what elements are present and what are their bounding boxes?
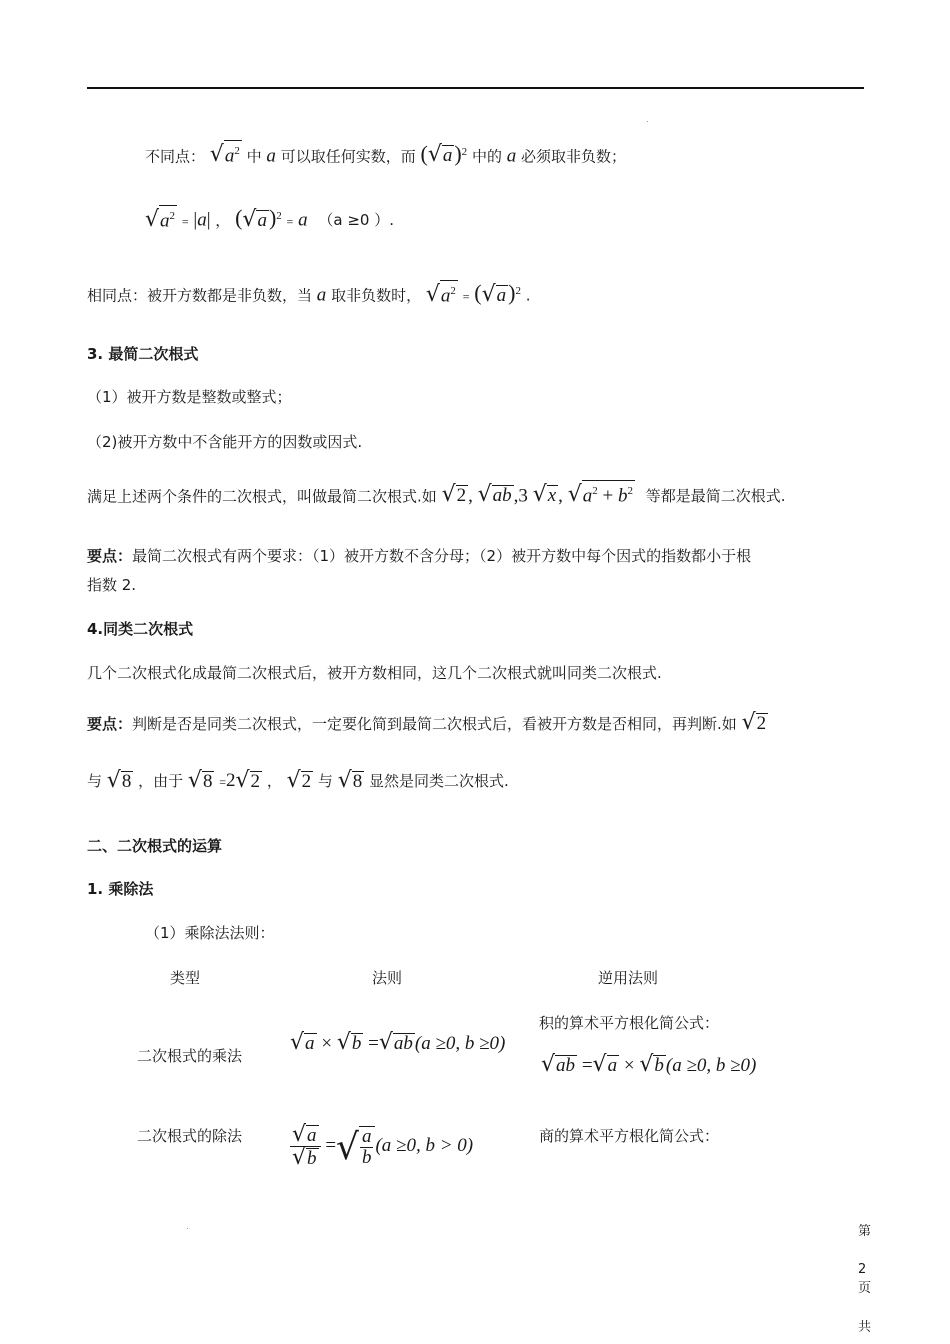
section-4-keypoint (87, 712, 768, 734)
keypoint-text: 最简二次根式有两个要求：（1）被开方数不含分母；（2）被开方数中每个因式的指数都小于根 (132, 547, 752, 565)
page-marker-gong: 共 (858, 1320, 872, 1335)
formula-line (145, 205, 394, 231)
sqrt-a-squared: √ $a^2$ (145, 205, 177, 231)
section-3-paragraph: 满足上述两个条件的二次根式，叫做最简二次根式.如 √ 2 , √ ab ,3 √ x , √ $a^2 + b^2$ 等都是最简二次根式. (87, 480, 786, 506)
section-3-keypoint-line-2: 指数 2. (87, 576, 137, 594)
paren-sqrt-a-squared: ( √ a )$^2$ (235, 205, 282, 233)
var-a: a (506, 145, 517, 167)
condition-a-nonneg: （a ≥0 ）. (318, 211, 394, 230)
similarity-text: 相同点：被开方数都是非负数，当 (87, 286, 313, 305)
section-3-title: 3. 最简二次根式 (87, 345, 199, 363)
table-header-rule: 法则 (372, 969, 403, 987)
sqrt-8: √ 8 (106, 768, 132, 793)
period: . (525, 286, 531, 305)
text-zhongde: 中的 (471, 147, 502, 166)
equals-sign: = (462, 289, 470, 304)
keypoint-label: 要点： (87, 715, 133, 733)
text-since: ，由于 (138, 772, 184, 790)
section-3-item-1: （1）被开方数是整数或整式； (87, 388, 292, 406)
sqrt-a-squared: √ $a^2$ (210, 140, 242, 166)
var-a: a (316, 284, 327, 306)
paragraph-text-2: 等都是最简二次根式. (645, 487, 786, 506)
table-header-inverse: 逆用法则 (598, 969, 659, 987)
sqrt-ab: √ ab (477, 482, 512, 508)
sqrt-8: √ 8 (337, 768, 363, 793)
row-multiplication-type: 二次根式的乘法 (137, 1047, 243, 1065)
sqrt-2: √ 2 (235, 768, 261, 793)
text-zhong: 中 (246, 147, 262, 166)
row-multiplication-inverse-label: 积的算术平方根化简公式： (539, 1014, 720, 1032)
page-marker-ye: 页 (858, 1281, 872, 1296)
var-a: a (298, 209, 308, 231)
row-division-inverse-label: 商的算术平方根化简公式： (539, 1127, 720, 1145)
speck-dot (647, 121, 648, 122)
coefficient-2: 2 (226, 770, 236, 791)
section-3-keypoint-line-1 (87, 546, 751, 566)
multiplication-inverse-formula: √ ab = √ a × √ b (a ≥0, b ≥0) (541, 1052, 757, 1077)
text-any-real: 可以取任何实数，而 (280, 147, 416, 166)
comma: ， (215, 211, 231, 230)
text-nonneg: 必须取非负数； (521, 147, 627, 166)
sqrt-a2-plus-b2: √ $a^2 + b^2$ (568, 480, 635, 506)
var-a: a (266, 145, 276, 167)
row-division-type: 二次根式的除法 (137, 1127, 243, 1145)
section-4-paragraph: 几个二次根式化成最简二次根式后，被开方数相同，这几个二次根式就叫同类二次根式. (87, 664, 662, 682)
section-3-item-2: （2)被开方数中不含能开方的因数或因式. (87, 433, 363, 451)
header-rule (87, 87, 864, 89)
paren-sqrt-a-squared: ( √ a )$^2$ (420, 141, 468, 168)
conclusion-text: 显然是同类二次根式. (369, 772, 509, 790)
sqrt-2: √ 2 (441, 482, 467, 508)
similarity-line (87, 280, 531, 306)
paren-sqrt-a-squared: ( √ a )$^2$ (474, 280, 521, 308)
equals-sign: = (286, 214, 294, 229)
similarity-text-2: 取非负数时， (331, 286, 422, 305)
difference-line (145, 140, 626, 166)
page-marker-di: 第 (858, 1224, 872, 1239)
paragraph-text: 满足上述两个条件的二次根式，叫做最简二次根式.如 (87, 487, 437, 506)
speck-dot (187, 1228, 188, 1229)
comma: ， (266, 772, 282, 790)
difference-label: 不同点： (145, 147, 206, 166)
text-yu: 与 (87, 772, 103, 790)
section-4-example-line (87, 770, 509, 792)
sqrt-a-squared: √ $a^2$ (426, 280, 458, 306)
keypoint-label: 要点： (87, 547, 133, 565)
coefficient-3: 3 (518, 485, 528, 507)
section-4-title: 4.同类二次根式 (87, 620, 194, 638)
multiplication-rule-formula: √ a × √ b = √ ab (a ≥0, b ≥0) (290, 1030, 506, 1055)
part-2-section-1-title: 1. 乘除法 (87, 880, 154, 898)
sqrt-2: √ 2 (286, 768, 312, 793)
keypoint-text: 判断是否是同类二次根式，一定要化简到最简二次根式后，看被开方数是否相同，再判断.如 (132, 715, 737, 733)
equals-sign: = (219, 775, 226, 789)
division-rule-formula: √ a √ b = √ $\frac{a}{b}$ (a ≥0, b > 0) (292, 1122, 474, 1170)
page-marker-number: 2 (858, 1262, 867, 1277)
part-2-subtitle: （1）乘除法法则： (145, 924, 275, 942)
abs-a: |a| (193, 209, 211, 231)
sqrt-2: √ 2 (741, 710, 767, 735)
table-header-type: 类型 (170, 969, 201, 987)
equals-sign: = (181, 214, 189, 229)
sqrt-8: √ 8 (187, 768, 213, 793)
text-yu: 与 (317, 772, 333, 790)
sqrt-x: √ x (532, 482, 557, 508)
part-2-title: 二、二次根式的运算 (87, 837, 223, 855)
